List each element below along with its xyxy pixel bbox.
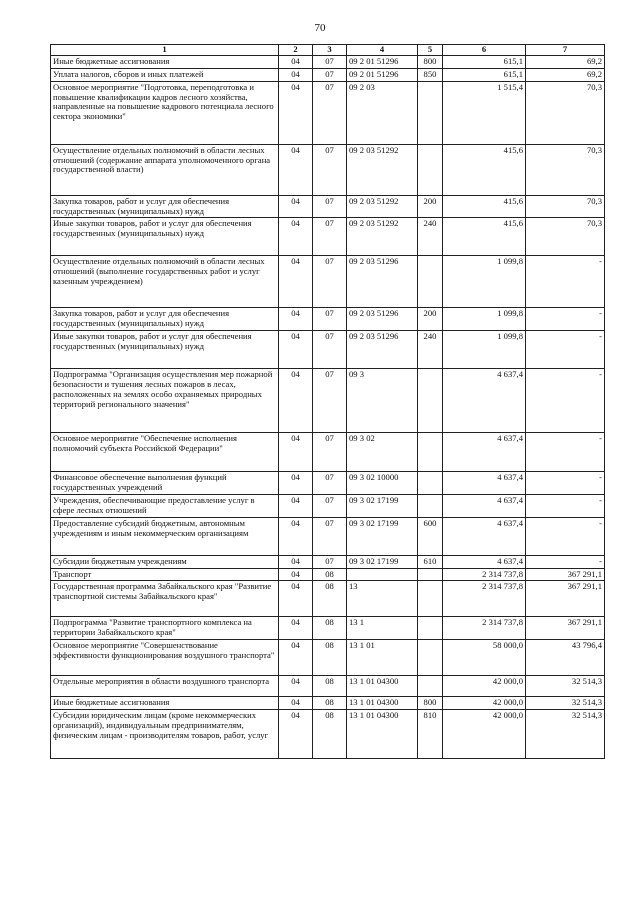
target-article-cell: 13 1 01 04300 (347, 676, 418, 697)
row-name-cell: Основное мероприятие "Обеспечение исполнения полномочий субъекта Российской Федерации" (51, 433, 279, 472)
amount-cell: 42 000,0 (443, 697, 526, 710)
table-header-row (51, 45, 605, 56)
expense-type-cell (418, 369, 443, 433)
expense-type-cell: 200 (418, 308, 443, 331)
amount-cell: 1 099,8 (443, 331, 526, 369)
executed-cell: - (526, 517, 605, 555)
section-cell: 04 (279, 369, 313, 433)
row-name-cell: Субсидии бюджетным учреждениям (51, 555, 279, 568)
subsection-cell: 08 (313, 640, 347, 676)
target-article-cell: 09 2 03 (347, 81, 418, 144)
subsection-cell: 08 (313, 697, 347, 710)
executed-cell: 70,3 (526, 195, 605, 218)
expense-type-cell: 800 (418, 697, 443, 710)
expense-type-cell (418, 81, 443, 144)
expense-type-cell (418, 494, 443, 517)
section-cell: 04 (279, 676, 313, 697)
table-row (51, 256, 605, 308)
row-name-cell: Подпрограмма "Организация осуществления мер пожарной безопасности и тушения лесных пожаров в лесах, расположенных на землях особо охраняемых природных территорий регионального значения" (51, 369, 279, 433)
executed-cell: 32 514,3 (526, 676, 605, 697)
section-cell: 04 (279, 494, 313, 517)
amount-cell: 4 637,4 (443, 517, 526, 555)
row-name-cell: Иные закупки товаров, работ и услуг для обеспечения государственных (муниципальных) нужд (51, 218, 279, 256)
amount-cell: 4 637,4 (443, 472, 526, 495)
section-cell: 04 (279, 710, 313, 759)
target-article-cell: 13 1 01 04300 (347, 697, 418, 710)
table-row (51, 195, 605, 218)
subsection-cell: 07 (313, 308, 347, 331)
subsection-cell: 07 (313, 218, 347, 256)
expense-type-cell (418, 144, 443, 195)
subsection-cell: 07 (313, 55, 347, 68)
target-article-cell: 09 2 03 51292 (347, 195, 418, 218)
section-cell: 04 (279, 568, 313, 581)
target-article-cell: 09 2 03 51296 (347, 308, 418, 331)
column-header: 3 (313, 45, 347, 56)
expense-type-cell: 240 (418, 218, 443, 256)
expense-type-cell (418, 433, 443, 472)
executed-cell: 43 796,4 (526, 640, 605, 676)
section-cell: 04 (279, 81, 313, 144)
executed-cell: - (526, 433, 605, 472)
amount-cell: 1 515,4 (443, 81, 526, 144)
target-article-cell (347, 568, 418, 581)
expense-type-cell: 200 (418, 195, 443, 218)
target-article-cell: 13 1 01 (347, 640, 418, 676)
subsection-cell: 07 (313, 472, 347, 495)
expense-type-cell: 600 (418, 517, 443, 555)
subsection-cell: 07 (313, 81, 347, 144)
amount-cell: 4 637,4 (443, 494, 526, 517)
subsection-cell: 08 (313, 581, 347, 617)
expense-type-cell: 850 (418, 68, 443, 81)
subsection-cell: 08 (313, 617, 347, 640)
amount-cell: 415,6 (443, 218, 526, 256)
section-cell: 04 (279, 256, 313, 308)
row-name-cell: Иные закупки товаров, работ и услуг для обеспечения государственных (муниципальных) нужд (51, 331, 279, 369)
expense-type-cell (418, 472, 443, 495)
budget-table (50, 44, 605, 759)
amount-cell: 4 637,4 (443, 555, 526, 568)
target-article-cell: 09 2 03 51292 (347, 144, 418, 195)
subsection-cell: 07 (313, 256, 347, 308)
expense-type-cell (418, 581, 443, 617)
expense-type-cell: 810 (418, 710, 443, 759)
expense-type-cell: 610 (418, 555, 443, 568)
amount-cell: 615,1 (443, 55, 526, 68)
executed-cell: 367 291,1 (526, 581, 605, 617)
executed-cell: - (526, 494, 605, 517)
subsection-cell: 07 (313, 555, 347, 568)
amount-cell: 2 314 737,8 (443, 581, 526, 617)
executed-cell: - (526, 331, 605, 369)
table-row (51, 710, 605, 759)
executed-cell: 367 291,1 (526, 568, 605, 581)
column-header: 5 (418, 45, 443, 56)
row-name-cell: Субсидии юридическим лицам (кроме некоммерческих организаций), индивидуальным предпринимателям, физическим лицам - производителям товаров, работ, услуг (51, 710, 279, 759)
amount-cell: 42 000,0 (443, 710, 526, 759)
column-header: 2 (279, 45, 313, 56)
target-article-cell: 09 3 02 (347, 433, 418, 472)
row-name-cell: Закупка товаров, работ и услуг для обеспечения государственных (муниципальных) нужд (51, 308, 279, 331)
executed-cell: - (526, 369, 605, 433)
subsection-cell: 08 (313, 710, 347, 759)
target-article-cell: 09 3 02 17199 (347, 555, 418, 568)
row-name-cell: Основное мероприятие "Совершенствование эффективности функционирования воздушного транспорта" (51, 640, 279, 676)
row-name-cell: Подпрограмма "Развитие транспортного комплекса на территории Забайкальского края" (51, 617, 279, 640)
row-name-cell: Осуществление отдельных полномочий в области лесных отношений (выполнение государственных работ и услуг казенным учреждением) (51, 256, 279, 308)
amount-cell: 42 000,0 (443, 676, 526, 697)
column-header: 4 (347, 45, 418, 56)
row-name-cell: Закупка товаров, работ и услуг для обеспечения государственных (муниципальных) нужд (51, 195, 279, 218)
table-row (51, 308, 605, 331)
section-cell: 04 (279, 640, 313, 676)
expense-type-cell (418, 568, 443, 581)
subsection-cell: 07 (313, 517, 347, 555)
row-name-cell: Финансовое обеспечение выполнения функций государственных учреждений (51, 472, 279, 495)
table-row (51, 144, 605, 195)
target-article-cell: 13 (347, 581, 418, 617)
executed-cell: - (526, 256, 605, 308)
row-name-cell: Предоставление субсидий бюджетным, автономным учреждениям и иным некоммерческим организациям (51, 517, 279, 555)
target-article-cell: 09 3 02 17199 (347, 494, 418, 517)
row-name-cell: Отдельные мероприятия в области воздушного транспорта (51, 676, 279, 697)
executed-cell: 367 291,1 (526, 617, 605, 640)
subsection-cell: 07 (313, 433, 347, 472)
target-article-cell: 09 2 01 51296 (347, 55, 418, 68)
executed-cell: 69,2 (526, 68, 605, 81)
executed-cell: 69,2 (526, 55, 605, 68)
table-row (51, 218, 605, 256)
target-article-cell: 09 3 02 17199 (347, 517, 418, 555)
executed-cell: 70,3 (526, 144, 605, 195)
executed-cell: - (526, 555, 605, 568)
page-number: 70 (314, 22, 326, 34)
section-cell: 04 (279, 433, 313, 472)
table-row (51, 369, 605, 433)
target-article-cell: 09 2 03 51292 (347, 218, 418, 256)
amount-cell: 2 314 737,8 (443, 568, 526, 581)
section-cell: 04 (279, 555, 313, 568)
section-cell: 04 (279, 68, 313, 81)
executed-cell: 70,3 (526, 81, 605, 144)
table-row (51, 517, 605, 555)
expense-type-cell: 240 (418, 331, 443, 369)
table-row (51, 68, 605, 81)
target-article-cell: 09 3 02 10000 (347, 472, 418, 495)
table-row (51, 640, 605, 676)
column-header: 1 (51, 45, 279, 56)
column-header: 7 (526, 45, 605, 56)
target-article-cell: 09 2 03 51296 (347, 256, 418, 308)
executed-cell: 70,3 (526, 218, 605, 256)
amount-cell: 1 099,8 (443, 308, 526, 331)
subsection-cell: 07 (313, 68, 347, 81)
expense-type-cell (418, 617, 443, 640)
executed-cell: 32 514,3 (526, 697, 605, 710)
row-name-cell: Осуществление отдельных полномочий в области лесных отношений (содержание аппарата уполномоченного органа государственной власти) (51, 144, 279, 195)
row-name-cell: Учреждения, обеспечивающие предоставление услуг в сфере лесных отношений (51, 494, 279, 517)
column-header: 6 (443, 45, 526, 56)
amount-cell: 415,6 (443, 144, 526, 195)
target-article-cell: 09 2 03 51296 (347, 331, 418, 369)
subsection-cell: 07 (313, 369, 347, 433)
amount-cell: 615,1 (443, 68, 526, 81)
section-cell: 04 (279, 581, 313, 617)
subsection-cell: 08 (313, 568, 347, 581)
executed-cell: - (526, 472, 605, 495)
subsection-cell: 08 (313, 676, 347, 697)
section-cell: 04 (279, 144, 313, 195)
amount-cell: 415,6 (443, 195, 526, 218)
row-name-cell: Транспорт (51, 568, 279, 581)
target-article-cell: 09 3 (347, 369, 418, 433)
target-article-cell: 09 2 01 51296 (347, 68, 418, 81)
target-article-cell: 13 1 01 04300 (347, 710, 418, 759)
amount-cell: 1 099,8 (443, 256, 526, 308)
executed-cell: - (526, 308, 605, 331)
amount-cell: 58 000,0 (443, 640, 526, 676)
section-cell: 04 (279, 218, 313, 256)
section-cell: 04 (279, 331, 313, 369)
table-row (51, 433, 605, 472)
table-row (51, 55, 605, 68)
row-name-cell: Уплата налогов, сборов и иных платежей (51, 68, 279, 81)
section-cell: 04 (279, 195, 313, 218)
amount-cell: 2 314 737,8 (443, 617, 526, 640)
row-name-cell: Государственная программа Забайкальского края "Развитие транспортной системы Забайкальского края" (51, 581, 279, 617)
table-row (51, 81, 605, 144)
executed-cell: 32 514,3 (526, 710, 605, 759)
table-row (51, 472, 605, 495)
expense-type-cell: 800 (418, 55, 443, 68)
row-name-cell: Основное мероприятие "Подготовка, переподготовка и повышение квалификации кадров лесного хозяйства, направленные на повышение кадрового потенциала лесного сектора экономики" (51, 81, 279, 144)
table-row (51, 331, 605, 369)
table-row (51, 676, 605, 697)
section-cell: 04 (279, 617, 313, 640)
table-row (51, 568, 605, 581)
table-row (51, 494, 605, 517)
subsection-cell: 07 (313, 195, 347, 218)
subsection-cell: 07 (313, 144, 347, 195)
section-cell: 04 (279, 55, 313, 68)
table-row (51, 555, 605, 568)
subsection-cell: 07 (313, 494, 347, 517)
section-cell: 04 (279, 472, 313, 495)
expense-type-cell (418, 676, 443, 697)
table-row (51, 617, 605, 640)
subsection-cell: 07 (313, 331, 347, 369)
target-article-cell: 13 1 (347, 617, 418, 640)
table-row (51, 697, 605, 710)
table-row (51, 581, 605, 617)
row-name-cell: Иные бюджетные ассигнования (51, 55, 279, 68)
expense-type-cell (418, 640, 443, 676)
expense-type-cell (418, 256, 443, 308)
row-name-cell: Иные бюджетные ассигнования (51, 697, 279, 710)
amount-cell: 4 637,4 (443, 433, 526, 472)
section-cell: 04 (279, 517, 313, 555)
section-cell: 04 (279, 308, 313, 331)
amount-cell: 4 637,4 (443, 369, 526, 433)
section-cell: 04 (279, 697, 313, 710)
